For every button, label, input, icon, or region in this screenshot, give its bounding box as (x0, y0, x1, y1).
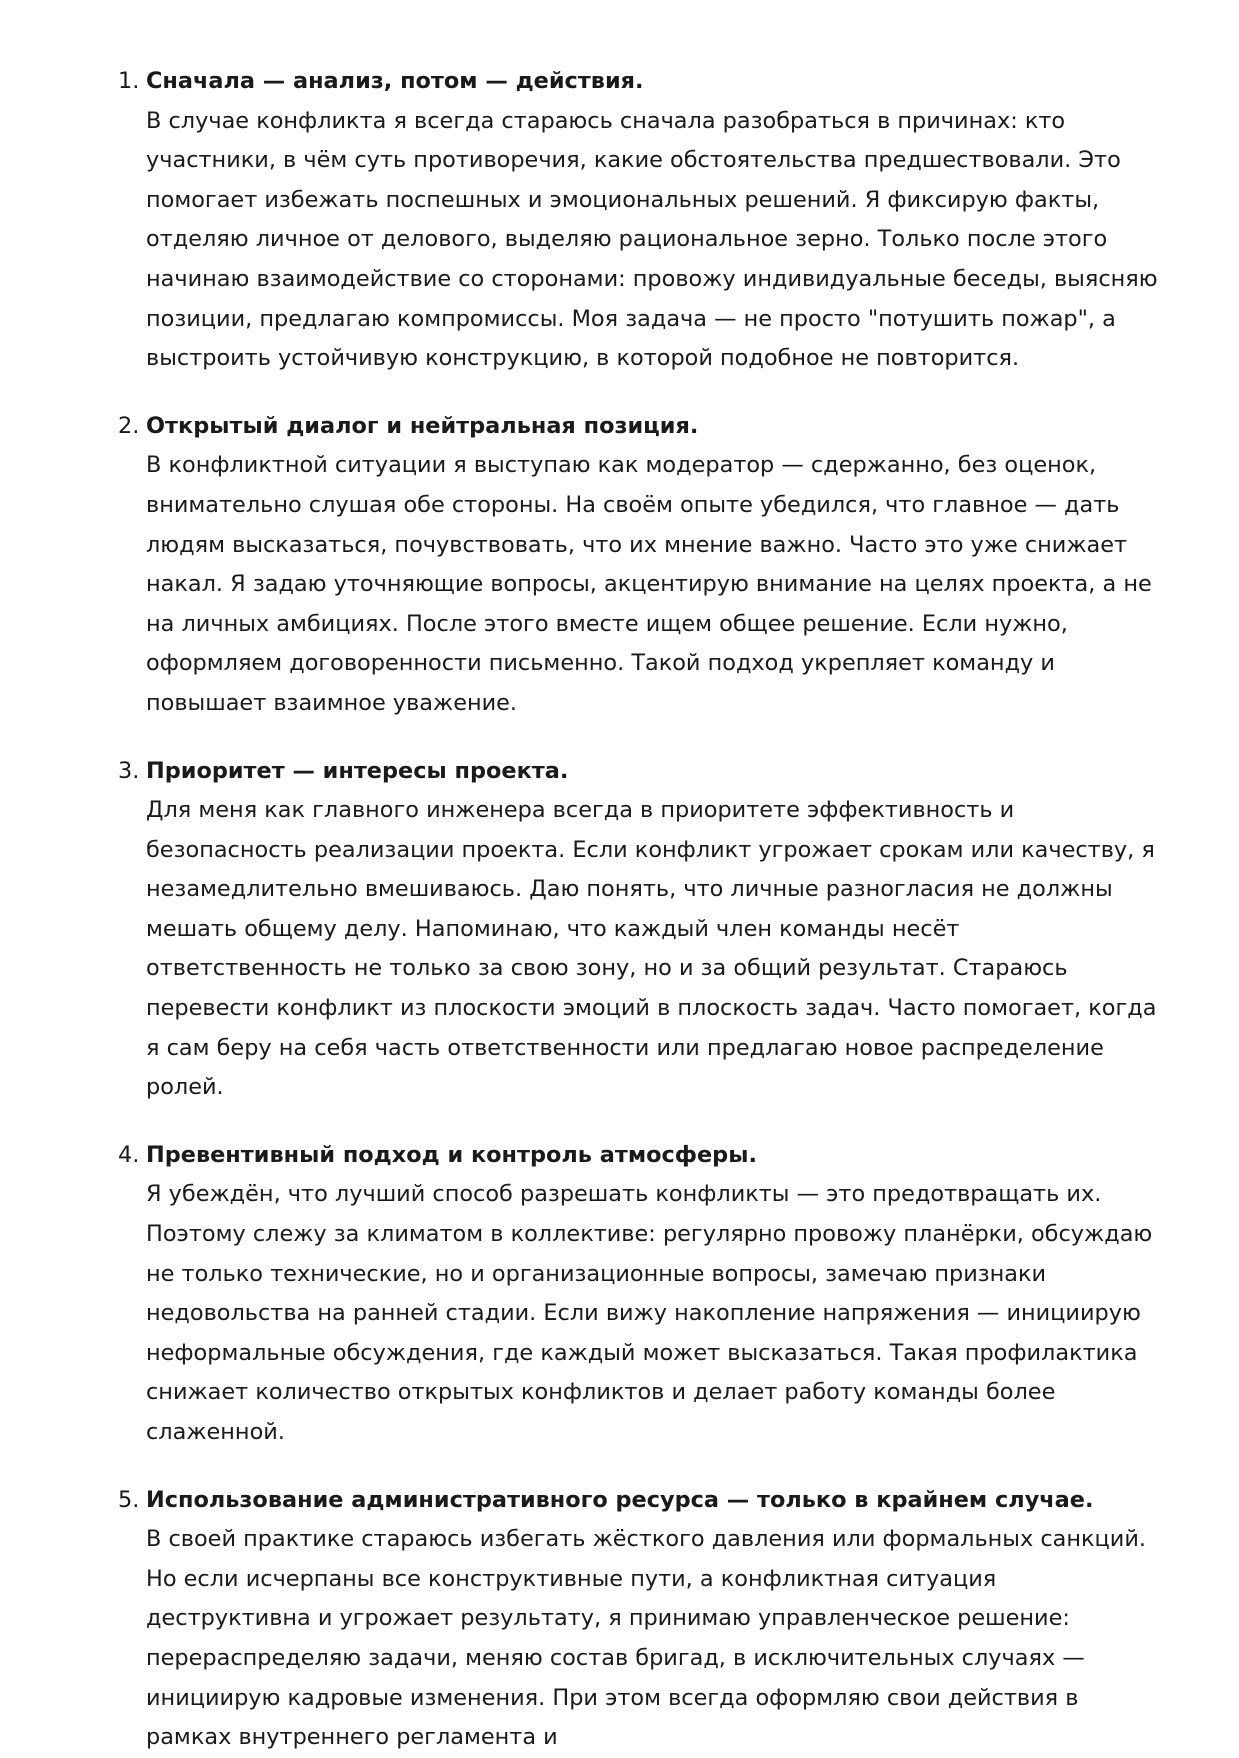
item-text: Я убеждён, что лучший способ разрешать конфликты — это предотвращать их. Поэтому слежу за климатом в коллективе: регулярно провожу планёрки, обсуждаю не только технические, но и организационные вопросы, замечаю признаки недовольства на ранней стадии. Если вижу накопление напряжения — инициирую неформальные обсуждения, где каждый может высказаться. Такая профилактика снижает количество открытых конфликтов и делает работу команды более слаженной. (146, 1181, 1153, 1445)
item-title: Использование административного ресурса — только в крайнем случае. (146, 1486, 1094, 1513)
item-number: 3. (118, 757, 140, 784)
list-item (118, 1136, 1167, 1453)
item-title: Сначала — анализ, потом — действия. (146, 68, 644, 94)
numbered-list (118, 62, 1167, 1758)
list-item (118, 407, 1167, 724)
list-item (118, 752, 1167, 1108)
list-item (118, 62, 1167, 379)
item-text: В случае конфликта я всегда стараюсь сначала разобраться в причинах: кто участники, в чём суть противоречия, какие обстоятельства предшествовали. Это помогает избежать поспешных и эмоциональных решений. Я фиксирую факты, отделяю личное от делового, выделяю рациональное зерно. Только после этого начинаю взаимодействие со сторонами: провожу индивидуальные беседы, выясняю позиции, предлагаю компромиссы. Моя задача — не просто "потушить пожар", а выстроить устойчивую конструкцию, в которой подобное не повторится. (146, 107, 1158, 372)
item-number: 5. (118, 1486, 140, 1513)
item-number: 4. (118, 1141, 140, 1168)
item-title: Приоритет — интересы проекта. (146, 757, 569, 784)
item-title: Открытый диалог и нейтральная позиция. (146, 412, 699, 439)
item-text: В своей практике стараюсь избегать жёсткого давления или формальных санкций. Но если исчерпаны все конструктивные пути, а конфликтная ситуация деструктивна и угрожает результату, я принимаю управленческое решение: перераспределяю задачи, меняю состав бригад, в исключительных случаях — инициирую кадровые изменения. При этом всегда оформляю свои действия в рамках внутреннего регламента и (146, 1526, 1147, 1751)
item-number: 1. (118, 68, 140, 94)
item-title: Превентивный подход и контроль атмосферы. (146, 1141, 757, 1168)
item-number: 2. (118, 412, 140, 439)
list-item (118, 1481, 1167, 1758)
item-text: Для меня как главного инженера всегда в приоритете эффективность и безопасность реализации проекта. Если конфликт угрожает срокам или качеству, я незамедлительно вмешиваюсь. Даю понять, что личные разногласия не должны мешать общему делу. Напоминаю, что каждый член команды несёт ответственность не только за свою зону, но и за общий результат. Стараюсь перевести конфликт из плоскости эмоций в плоскость задач. Часто помогает, когда я сам беру на себя часть ответственности или предлагаю новое распределение ролей. (146, 797, 1157, 1101)
item-text: В конфликтной ситуации я выступаю как модератор — сдержанно, без оценок, внимательно слушая обе стороны. На своём опыте убедился, что главное — дать людям высказаться, почувствовать, что их мнение важно. Часто это уже снижает накал. Я задаю уточняющие вопросы, акцентирую внимание на целях проекта, а не на личных амбициях. После этого вместе ищем общее решение. Если нужно, оформляем договоренности письменно. Такой подход укрепляет команду и повышает взаимное уважение. (146, 452, 1152, 716)
